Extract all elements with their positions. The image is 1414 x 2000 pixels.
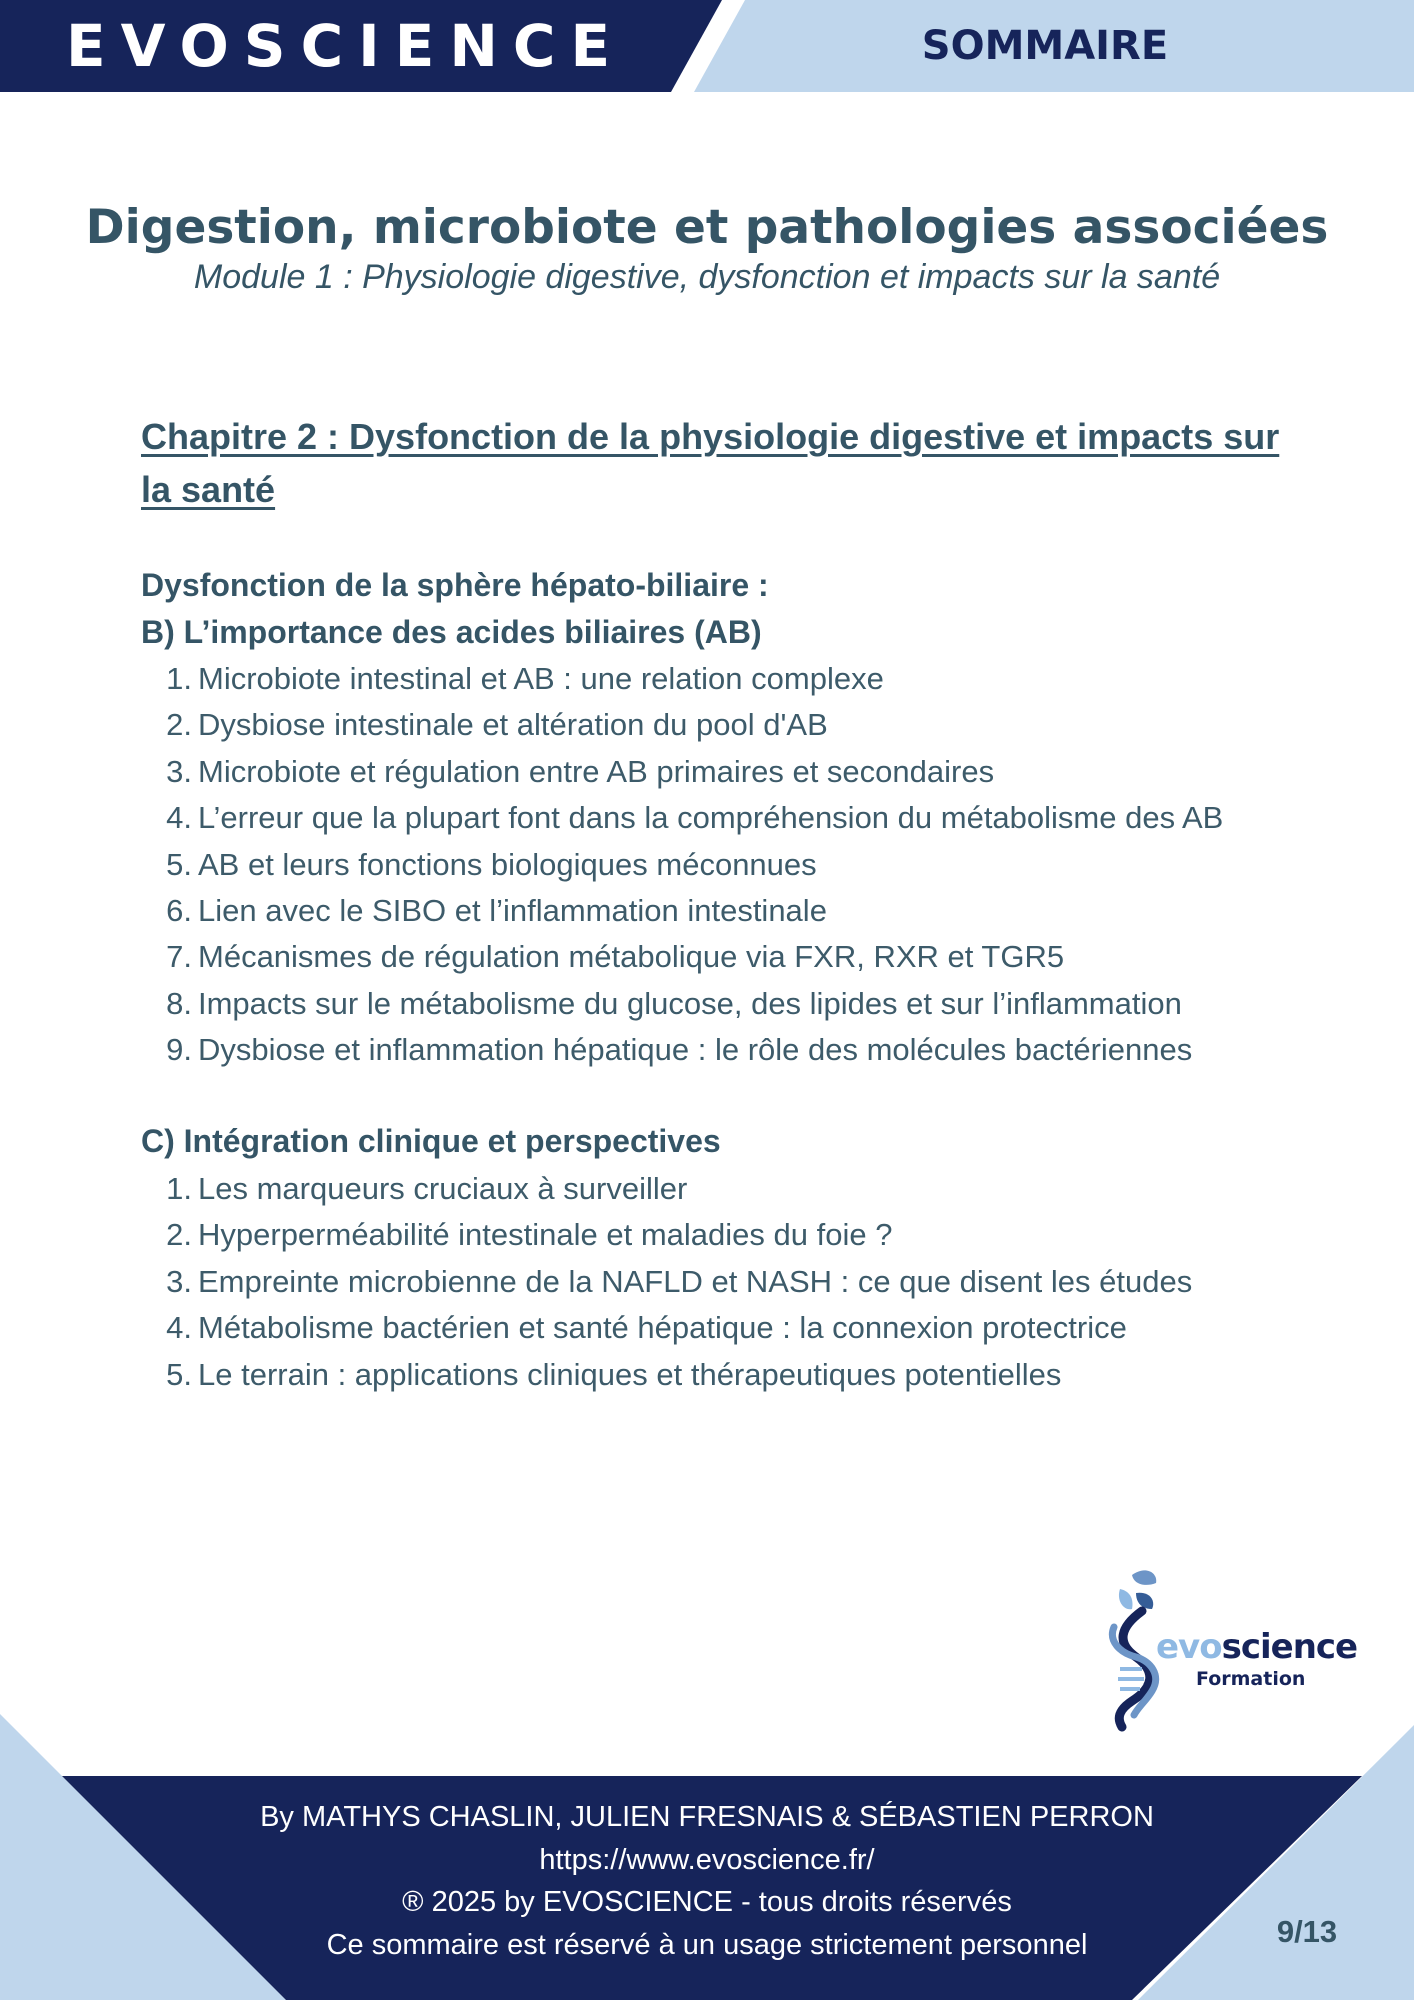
footer-credits: [200, 1796, 1214, 1966]
list-item: [141, 749, 1341, 795]
document-subtitle: Module 1 : Physiologie digestive, dysfonction et impacts sur la santé: [193, 258, 1221, 296]
item-text: Empreinte microbienne de la NAFLD et NASH : ce que disent les études: [198, 1263, 1193, 1299]
item-number: 7.: [166, 939, 192, 975]
item-number: 1.: [166, 1171, 192, 1206]
list-item: [141, 1027, 1341, 1073]
item-number: 4.: [166, 800, 192, 836]
list-item: [141, 1305, 1341, 1351]
item-text: AB et leurs fonctions biologiques méconnues: [198, 846, 817, 882]
logo-word-part2: science: [1221, 1627, 1358, 1667]
item-text: Hyperperméabilité intestinale et maladies du foie ?: [198, 1217, 893, 1253]
document-title: Digestion, microbiote et pathologies associées: [85, 200, 1329, 255]
item-number: 6.: [166, 893, 192, 929]
item-text: Le terrain : applications cliniques et thérapeutiques potentielles: [198, 1356, 1062, 1392]
item-text: Microbiote intestinal et AB : une relation complexe: [198, 661, 884, 696]
logo-word-part1: evo: [1156, 1627, 1222, 1667]
logo-wordmark: [1156, 1627, 1357, 1667]
list-item: [141, 702, 1341, 748]
list-item: [141, 656, 1341, 702]
section-c-list: [141, 1166, 1341, 1398]
header-banner: [0, 0, 1414, 92]
footer-notice: Ce sommaire est réservé à un usage strictement personnel: [326, 1928, 1088, 1961]
chapter-heading-line2: la santé: [141, 469, 276, 510]
item-number: 4.: [166, 1310, 192, 1346]
item-text: Mécanismes de régulation métabolique via FXR, RXR et TGR5: [198, 939, 1065, 975]
item-text: Dysbiose et inflammation hépatique : le rôle des molécules bactériennes: [198, 1032, 1193, 1068]
item-text: Dysbiose intestinale et altération du pool d'AB: [198, 707, 828, 743]
item-number: 9.: [166, 1032, 192, 1068]
item-number: 2.: [166, 707, 192, 743]
footer-authors: By MATHYS CHASLIN, JULIEN FRESNAIS & SÉBASTIEN PERRON: [260, 1801, 1154, 1833]
item-text: Métabolisme bactérien et santé hépatique : la connexion protectrice: [198, 1310, 1127, 1346]
footer-copyright: ® 2025 by EVOSCIENCE - tous droits réservés: [402, 1886, 1012, 1918]
item-number: 8.: [166, 985, 192, 1021]
item-number: 5.: [166, 846, 192, 882]
list-item: [141, 1212, 1341, 1258]
item-text: Impacts sur le métabolisme du glucose, des lipides et sur l’inflammation: [198, 985, 1182, 1021]
list-item: [141, 1352, 1341, 1398]
page-number: 9/13: [1276, 1914, 1338, 1949]
footer-url[interactable]: https://www.evoscience.fr/: [539, 1843, 875, 1876]
logo-tagline: Formation: [1196, 1668, 1306, 1690]
item-text: L’erreur que la plupart font dans la compréhension du métabolisme des AB: [198, 800, 1224, 836]
chapter-heading: [141, 410, 1291, 516]
item-text: Les marqueurs cruciaux à surveiller: [198, 1171, 688, 1206]
item-number: 3.: [166, 753, 192, 789]
section-c-heading: C) Intégration clinique et perspectives: [141, 1123, 721, 1159]
section-b-list: [141, 656, 1341, 1074]
list-item: [141, 888, 1341, 934]
part-heading: Dysfonction de la sphère hépato-biliaire :: [141, 567, 769, 603]
item-text: Microbiote et régulation entre AB primaires et secondaires: [198, 753, 995, 789]
item-number: 3.: [166, 1263, 192, 1299]
item-number: 5.: [166, 1356, 192, 1392]
item-number: 1.: [166, 661, 192, 696]
item-number: 2.: [166, 1217, 192, 1253]
list-item: [141, 934, 1341, 980]
section-b-heading: B) L’importance des acides biliaires (AB): [141, 614, 762, 650]
list-item: [141, 842, 1341, 888]
list-item: [141, 981, 1341, 1027]
chapter-heading-line1: Chapitre 2 : Dysfonction de la physiologie digestive et impacts sur: [141, 416, 1280, 457]
brand-name: EVOSCIENCE: [66, 12, 626, 80]
item-text: Lien avec le SIBO et l’inflammation intestinale: [198, 893, 827, 929]
section-label: SOMMAIRE: [921, 23, 1169, 69]
list-item: [141, 1166, 1341, 1212]
list-item: [141, 795, 1341, 841]
list-item: [141, 1259, 1341, 1305]
